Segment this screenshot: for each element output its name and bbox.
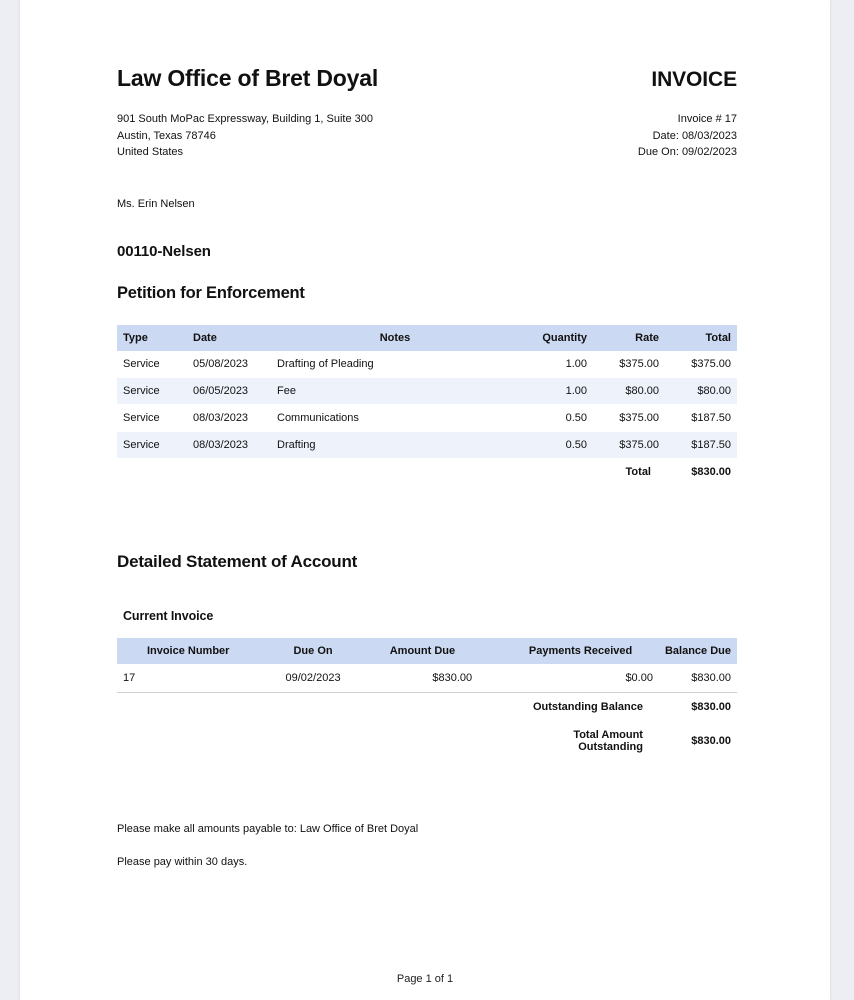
- page-indicator: Page 1 of 1: [396, 973, 454, 985]
- header-balance-due: Balance Due: [659, 638, 737, 664]
- summary-spacer-2: [259, 692, 366, 721]
- header-total: Total: [665, 325, 737, 351]
- firm-address-line-1: 901 South MoPac Expressway, Building 1, Suite 300: [117, 113, 374, 125]
- statement-title: Detailed Statement of Account: [117, 551, 358, 571]
- cell-rate: $375.00: [593, 351, 665, 378]
- invoice-number: Invoice # 17: [677, 113, 737, 125]
- cell-type: Service: [117, 377, 187, 404]
- cell-quantity: 1.00: [519, 377, 593, 404]
- invoice-page-sheet: [20, 0, 830, 1000]
- cell-type: Service: [117, 431, 187, 458]
- address-meta-row: [117, 111, 737, 161]
- invoice-due-on: Due On: 09/02/2023: [637, 146, 737, 158]
- cell-total: $187.50: [665, 431, 737, 458]
- cell-quantity: 0.50: [519, 404, 593, 431]
- cell-quantity: 1.00: [519, 351, 593, 378]
- cell-total: $80.00: [665, 377, 737, 404]
- total-spacer-2: [187, 458, 271, 485]
- header-due-on: Due On: [259, 638, 366, 664]
- table-row: [117, 431, 737, 458]
- line-items-header-row: [117, 325, 737, 351]
- cell-date: 05/08/2023: [187, 351, 271, 378]
- firm-name: Law Office of Bret Doyal: [117, 65, 379, 91]
- total-amount-outstanding-value: $830.00: [659, 721, 737, 761]
- invoice-date: Date: 08/03/2023: [652, 129, 737, 142]
- cell-due-on: 09/02/2023: [259, 664, 366, 693]
- header-quantity: Quantity: [519, 325, 593, 351]
- cell-quantity: 0.50: [519, 431, 593, 458]
- invoice-title: INVOICE: [651, 68, 737, 91]
- summary-spacer-5: [259, 721, 366, 761]
- invoice-content: [117, 0, 737, 868]
- firm-address-line-2: Austin, Texas 78746: [117, 129, 216, 142]
- statement-table: [117, 638, 737, 761]
- table-row: [117, 404, 737, 431]
- document-header: [117, 0, 737, 92]
- line-items-total-row: [117, 458, 737, 485]
- cell-notes: Drafting of Pleading: [271, 351, 519, 378]
- cell-balance-due: $830.00: [659, 664, 737, 693]
- table-row: [117, 377, 737, 404]
- cell-notes: Drafting: [271, 431, 519, 458]
- statement-head: [117, 638, 737, 664]
- total-spacer-1: [117, 458, 187, 485]
- summary-spacer-1: [117, 692, 259, 721]
- statement-header-row: [117, 638, 737, 664]
- cell-rate: $375.00: [593, 404, 665, 431]
- header-invoice-number: Invoice Number: [117, 638, 259, 664]
- total-spacer-3: [271, 458, 519, 485]
- total-spacer-4: [519, 458, 593, 485]
- summary-spacer-3: [367, 692, 502, 721]
- cell-amount-due: $830.00: [367, 664, 502, 693]
- header-notes: Notes: [271, 325, 519, 351]
- statement-subtitle: Current Invoice: [123, 608, 214, 623]
- line-items-table: [117, 325, 737, 485]
- cell-date: 08/03/2023: [187, 404, 271, 431]
- total-amount-outstanding-row: [117, 721, 737, 761]
- firm-address-line-3: United States: [117, 146, 184, 158]
- total-amount-outstanding-label: Total Amount Outstanding: [502, 721, 659, 761]
- line-items-total-value: $830.00: [665, 458, 737, 485]
- cell-total: $375.00: [665, 351, 737, 378]
- matter-title: Petition for Enforcement: [117, 283, 305, 302]
- summary-spacer-4: [117, 721, 259, 761]
- cell-notes: Communications: [271, 404, 519, 431]
- terms-note: Please pay within 30 days.: [117, 855, 248, 868]
- header-amount-due: Amount Due: [367, 638, 502, 664]
- table-row: [117, 351, 737, 378]
- outstanding-balance-row: [117, 692, 737, 721]
- cell-date: 06/05/2023: [187, 377, 271, 404]
- cell-rate: $375.00: [593, 431, 665, 458]
- cell-total: $187.50: [665, 404, 737, 431]
- invoice-meta: [638, 111, 737, 161]
- header-rate: Rate: [593, 325, 665, 351]
- table-row: [117, 664, 737, 693]
- cell-type: Service: [117, 351, 187, 378]
- statement-body: [117, 664, 737, 761]
- cell-invoice-number: 17: [117, 664, 259, 693]
- cell-rate: $80.00: [593, 377, 665, 404]
- line-items-body: [117, 351, 737, 485]
- cell-payments-received: $0.00: [502, 664, 659, 693]
- line-items-head: [117, 325, 737, 351]
- cell-date: 08/03/2023: [187, 431, 271, 458]
- summary-spacer-6: [367, 721, 502, 761]
- outstanding-balance-value: $830.00: [659, 692, 737, 721]
- line-items-total-label: Total: [593, 458, 665, 485]
- outstanding-balance-label: Outstanding Balance: [502, 692, 659, 721]
- cell-type: Service: [117, 404, 187, 431]
- client-name: Ms. Erin Nelsen: [117, 197, 195, 210]
- payable-note: Please make all amounts payable to: Law Office of Bret Doyal: [117, 822, 419, 835]
- firm-address: [117, 111, 373, 161]
- header-type: Type: [117, 325, 187, 351]
- header-payments-received: Payments Received: [502, 638, 659, 664]
- cell-notes: Fee: [271, 377, 519, 404]
- matter-number: 00110-Nelsen: [117, 242, 211, 260]
- header-date: Date: [187, 325, 271, 351]
